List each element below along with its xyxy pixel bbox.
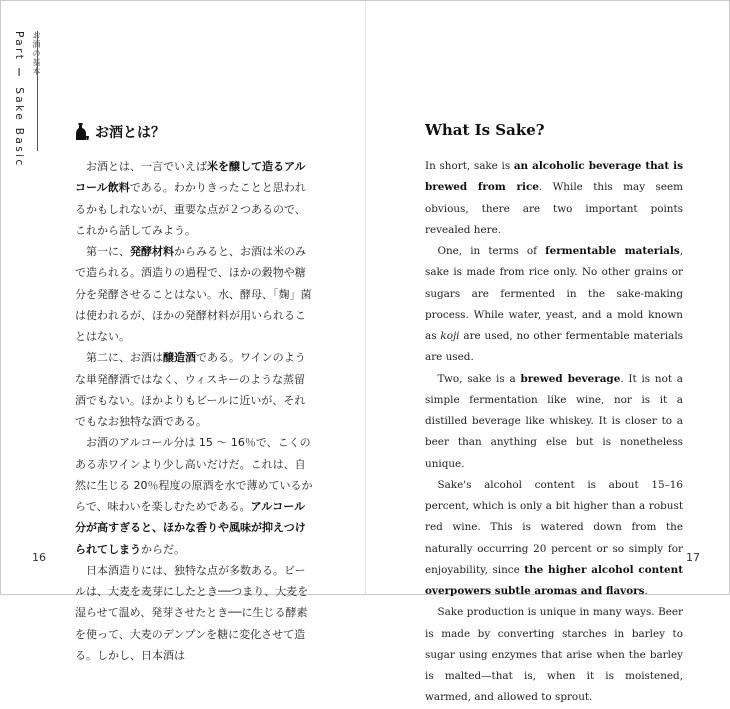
sake-bottle-icon — [75, 123, 91, 141]
en-text-run: . — [644, 585, 648, 597]
en-text-run: One, in terms of — [437, 245, 546, 257]
jp-paragraph — [75, 432, 315, 560]
en-paragraph — [425, 156, 683, 241]
en-bold-text: an alcoholic beverage that is brewed from rice — [425, 160, 683, 194]
en-italic-text: koji — [440, 330, 460, 342]
en-text-run: . It is not a simple fermentation like wine, nor is it a distilled beverage like whiskey. It is closer to a beer than anything else but is nonetheless unique. — [425, 372, 683, 470]
en-bold-text: brewed beverage — [520, 372, 621, 385]
jp-paragraph — [75, 156, 315, 241]
running-head — [3, 31, 45, 168]
en-paragraph — [425, 369, 683, 475]
jp-bold-text: 醸造酒 — [163, 351, 196, 365]
en-paragraph — [425, 241, 683, 369]
jp-body — [75, 156, 315, 666]
jp-text-run: お酒のアルコール分は 15 ～ 16％で、こくのある赤ワインより少し高いだけだ。これは、自然に生じる 20％程度の原酒を水で薄めているからで、味わいを楽しむためである。 — [75, 436, 313, 513]
en-text-run: , sake is made from rice only. No other grains or sugars are fermented in the sake-making process. While water, yeast, and a mold known as — [425, 245, 684, 342]
en-paragraph — [425, 475, 683, 603]
jp-bold-text: 米を醸して造るアルコール飲料 — [75, 160, 306, 195]
page-number-right: 17 — [686, 551, 700, 564]
running-head-sub — [24, 31, 42, 161]
jp-text-run: である。ワインのような単発酵酒ではなく、ウィスキーのような蒸留酒でもない。ほかよりもビールに近いが、それでもなお独特な酒である。 — [75, 351, 306, 428]
jp-text-run: お酒とは、一言でいえば — [86, 160, 207, 173]
jp-paragraph — [75, 560, 315, 666]
running-head-rule — [37, 31, 38, 151]
jp-bold-text: アルコール分が高すぎると、ほかな香りや風味が抑えつけられてしまう — [75, 500, 306, 556]
en-title: What Is Sake? — [425, 121, 545, 139]
jp-heading-text: お酒とは？ — [95, 125, 165, 141]
page-number-left: 16 — [32, 551, 46, 564]
jp-section-heading — [75, 122, 165, 142]
en-body — [425, 156, 683, 709]
en-bold-text: the higher alcohol content overpowers subtle aromas and flavors — [425, 563, 683, 597]
en-text-run: . While this may seem obvious, there are two important points revealed here. — [425, 181, 683, 236]
en-text-run: are used, no other fermentable materials are used. — [425, 330, 683, 364]
en-text-run: Sake's alcohol content is about 15–16 percent, which is only a bit higher than a robust red wine. This is watered down from the naturally occurring 20 percent or so simply for enjoyability, since — [425, 478, 683, 576]
jp-text-run: からみると、お酒は米のみで造られる。酒造りの過程で、ほかの穀物や糖分を発酵させることはない。水、酵母、「麹」菌は使われるが、ほかの発酵材料が用いられることはない。 — [75, 245, 312, 343]
jp-text-run: 日本酒造りには、独特な点が多数ある。ビールは、大麦を麦芽にしたとき──つまり、大麦を湿らせて温め、発芽させたとき──に生じる酵素を使って、大麦のデンプンを糖に変化させて造る。しかし、日本酒は — [75, 563, 309, 662]
en-text-run: In short, sake is — [425, 160, 514, 172]
page-gutter — [365, 1, 366, 594]
jp-text-run: からだ。 — [141, 542, 185, 556]
en-text-run: Two, sake is a — [437, 372, 521, 385]
jp-text-run: 第一に、 — [86, 245, 130, 258]
jp-paragraph — [75, 241, 315, 347]
en-paragraph — [425, 602, 683, 708]
en-text-run: Sake production is unique in many ways. Beer is made by converting starches in barley to sugar using enzymes that arise when the barley is malted—that is, when it is moistened, warmed, and allowed to sprout. — [425, 606, 683, 704]
jp-text-run: 第二に、お酒は — [86, 351, 163, 365]
jp-paragraph — [75, 347, 315, 432]
en-bold-text: fermentable materials — [545, 245, 680, 257]
jp-bold-text: 発酵材料 — [130, 245, 174, 258]
running-head-part: Part Ⅰ Sake Basic — [13, 31, 25, 168]
jp-text-run: である。わかりきったことと思われるかもしれないが、重要な点が２つあるので、これから話してみよう。 — [75, 181, 306, 237]
